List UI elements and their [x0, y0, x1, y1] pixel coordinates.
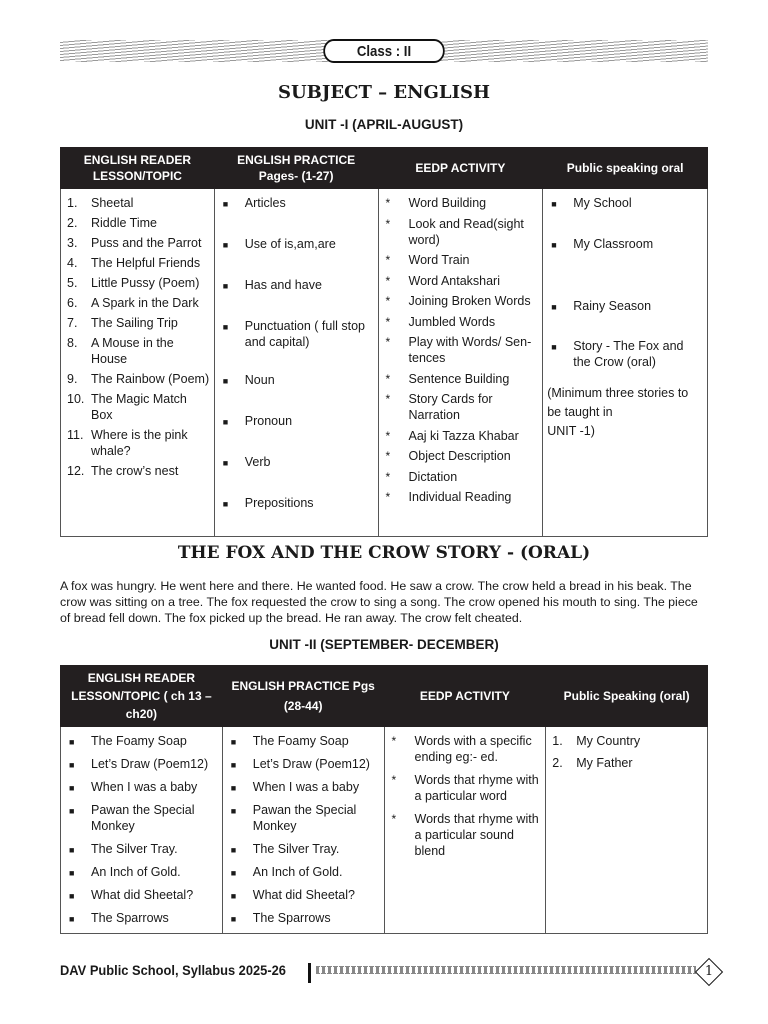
- bullet-marker: *: [385, 469, 391, 484]
- eedp-activity-item: [383, 293, 539, 309]
- eedp-activity-item: [383, 273, 539, 289]
- bullet-marker: ■: [230, 891, 237, 901]
- bullet-marker: ■: [222, 281, 229, 291]
- list-item-text: Prepositions: [244, 496, 314, 510]
- list-item-text: Words with a specific ending eg:- ed.: [414, 734, 532, 764]
- bullet-marker: ■: [222, 322, 229, 332]
- col-header-reader: ENGLISH READER LESSON/TOPIC ( ch 13 – ch20): [61, 666, 223, 727]
- practice-topic-item: [219, 195, 374, 211]
- list-item-text: The Foamy Soap: [252, 734, 349, 748]
- list-item-text: Object Description: [408, 449, 511, 463]
- list-item-text: A Mouse in the House: [91, 336, 174, 366]
- eedp-activity-item: [389, 733, 542, 765]
- eedp-activity-item: [383, 314, 539, 330]
- list-item-text: Puss and the Parrot: [91, 236, 202, 250]
- bullet-marker: *: [385, 490, 391, 504]
- bullet-marker: ■: [551, 302, 557, 312]
- bullet-marker: 4.: [67, 256, 78, 270]
- list-item-text: Riddle Time: [91, 216, 157, 230]
- practice-topic-item: [227, 864, 380, 880]
- bullet-marker: *: [391, 734, 397, 748]
- bullet-marker: ■: [230, 783, 237, 793]
- bullet-marker: ■: [222, 417, 229, 427]
- list-item-text: Aaj ki Tazza Khabar: [408, 428, 519, 443]
- eedp-activity-item: [383, 428, 539, 444]
- col-header-speaking: Public Speaking (oral): [546, 666, 708, 727]
- reader-lesson-item: [65, 275, 210, 291]
- reader-lesson-item: [65, 215, 210, 231]
- list-item-text: The Helpful Friends: [91, 256, 201, 270]
- bullet-marker: 12.: [67, 464, 85, 478]
- unit2-speaking-list: [550, 733, 703, 771]
- unit1-title: UNIT -I (APRIL-AUGUST): [304, 117, 464, 132]
- list-item-text: When I was a baby: [252, 780, 360, 794]
- list-item-text: Verb: [244, 455, 271, 469]
- list-item-text: An Inch of Gold.: [252, 865, 343, 879]
- list-item-text: The Silver Tray.: [252, 842, 340, 856]
- reader-lesson-item: [65, 887, 218, 903]
- practice-topic-item: [219, 318, 374, 350]
- list-item-text: My Father: [576, 756, 633, 770]
- reader-lesson-item: [65, 195, 210, 211]
- eedp-activity-item: [383, 371, 539, 387]
- practice-topic-item: [227, 733, 380, 749]
- bullet-marker: ■: [69, 806, 75, 816]
- practice-topic-item: [219, 454, 374, 470]
- list-item-text: My Classroom: [573, 237, 654, 251]
- bullet-marker: *: [391, 773, 397, 787]
- eedp-activity-item: [383, 469, 539, 485]
- bullet-marker: *: [385, 335, 391, 349]
- reader-lesson-item: [65, 802, 218, 834]
- list-item-text: Let’s Draw (Poem12): [252, 757, 370, 771]
- bullet-marker: 1.: [67, 196, 78, 210]
- speaking-note: [547, 384, 703, 441]
- reader-lesson-item: [65, 779, 218, 795]
- practice-topic-item: [219, 236, 374, 252]
- list-item-text: The Magic Match Box: [91, 392, 187, 422]
- footer-decorative-line: [316, 966, 696, 974]
- practice-topic-item: [227, 779, 380, 795]
- list-item-text: Sentence Building: [408, 371, 510, 386]
- bullet-marker: ■: [551, 240, 557, 250]
- bullet-marker: *: [385, 196, 391, 210]
- fox-story-title: THE FOX AND THE CROW STORY - (ORAL): [177, 543, 591, 563]
- unit1-eedp-list: [383, 195, 539, 505]
- list-item-text: The Sailing Trip: [91, 316, 178, 330]
- bullet-marker: ■: [230, 845, 237, 855]
- eedp-activity-item: [383, 334, 539, 366]
- bullet-marker: ■: [551, 199, 557, 209]
- unit2-header-row: [61, 666, 708, 727]
- practice-topic-item: [219, 495, 374, 511]
- list-item-text: Noun: [244, 373, 275, 387]
- unit2-reader-list: [65, 733, 218, 926]
- unit1-table: [60, 147, 708, 537]
- list-item-text: What did Sheetal?: [252, 888, 355, 902]
- eedp-activity-item: [389, 811, 542, 859]
- list-item-text: The Rainbow (Poem): [91, 372, 210, 386]
- bullet-marker: 2.: [67, 216, 78, 230]
- reader-lesson-item: [65, 255, 210, 271]
- reader-lesson-item: [65, 335, 210, 367]
- eedp-activity-item: [383, 216, 539, 248]
- eedp-activity-item: [389, 772, 542, 804]
- list-item-text: The Silver Tray.: [91, 842, 178, 856]
- bullet-marker: ■: [222, 376, 229, 386]
- reader-lesson-item: [65, 371, 210, 387]
- reader-lesson-item: [65, 391, 210, 423]
- unit1-reader-cell: [61, 189, 215, 537]
- list-item-text: Pronoun: [244, 414, 293, 428]
- bullet-marker: ■: [222, 458, 229, 468]
- list-item-text: The Sparrows: [252, 911, 331, 925]
- list-item-text: Jumbled Words: [408, 314, 496, 329]
- bullet-marker: *: [385, 216, 391, 231]
- list-item-text: Let’s Draw (Poem12): [91, 757, 209, 771]
- list-item-text: Dictation: [408, 469, 458, 484]
- list-item-text: Words that rhyme with a particular word: [414, 773, 539, 803]
- practice-topic-item: [227, 802, 380, 834]
- speaking-note-line1: (Minimum three stories to be taught in: [547, 386, 689, 419]
- speaking-topic-item: [547, 338, 703, 370]
- reader-lesson-item: [65, 315, 210, 331]
- unit2-reader-cell: [61, 727, 223, 934]
- practice-topic-item: [227, 841, 380, 857]
- unit2-eedp-cell: [384, 727, 546, 934]
- bullet-marker: ■: [551, 342, 557, 352]
- bullet-marker: *: [385, 392, 391, 406]
- bullet-marker: ■: [222, 199, 229, 209]
- class-label: Class : II: [323, 39, 444, 63]
- bullet-marker: *: [385, 314, 391, 329]
- list-item-text: When I was a baby: [91, 780, 198, 794]
- speaking-topic-item: [547, 298, 703, 314]
- reader-lesson-item: [65, 427, 210, 459]
- bullet-marker: *: [391, 812, 397, 826]
- list-item-text: The Sparrows: [91, 911, 169, 925]
- list-item-text: What did Sheetal?: [91, 888, 194, 902]
- list-item-text: Word Train: [408, 253, 470, 267]
- unit2-eedp-list: [389, 733, 542, 859]
- eedp-activity-item: [383, 448, 539, 464]
- list-item-text: Words that rhyme with a particular sound blend: [414, 812, 539, 858]
- bullet-marker: ■: [69, 868, 75, 878]
- bullet-marker: ■: [222, 499, 229, 509]
- list-item-text: Little Pussy (Poem): [91, 276, 200, 290]
- bullet-marker: ■: [69, 845, 75, 855]
- list-item-text: Rainy Season: [573, 299, 652, 313]
- speaking-topic-item: [550, 733, 703, 749]
- bullet-marker: *: [385, 428, 391, 443]
- reader-lesson-item: [65, 910, 218, 926]
- list-item-text: Word Building: [408, 196, 487, 210]
- speaking-topic-item: [550, 755, 703, 771]
- bullet-marker: 6.: [67, 296, 78, 310]
- col-header-practice: ENGLISH PRACTICE Pages- (1-27): [214, 148, 378, 189]
- bullet-marker: *: [385, 273, 391, 288]
- reader-lesson-item: [65, 733, 218, 749]
- eedp-activity-item: [383, 489, 539, 505]
- list-item-text: Individual Reading: [408, 490, 512, 504]
- list-item-text: My Country: [576, 734, 641, 748]
- bullet-marker: 7.: [67, 316, 78, 330]
- practice-topic-item: [227, 887, 380, 903]
- bullet-marker: ■: [230, 737, 237, 747]
- unit1-speaking-cell: [543, 189, 708, 537]
- list-item-text: The Foamy Soap: [91, 734, 187, 748]
- eedp-activity-item: [383, 252, 539, 268]
- col-header-practice: ENGLISH PRACTICE Pgs (28-44): [222, 666, 384, 727]
- page-number: 1: [704, 964, 714, 979]
- bullet-marker: ■: [222, 240, 229, 250]
- bullet-marker: ■: [69, 891, 75, 901]
- list-item-text: Punctuation ( full stop and capital): [244, 319, 365, 349]
- unit2-practice-list: [227, 733, 380, 926]
- reader-lesson-item: [65, 295, 210, 311]
- bullet-marker: 5.: [67, 276, 78, 290]
- list-item-text: Play with Words/ Sen-tences: [408, 335, 532, 365]
- bullet-marker: ■: [230, 760, 237, 770]
- bullet-marker: *: [385, 294, 391, 308]
- bullet-marker: ■: [69, 914, 75, 924]
- speaking-topic-item: [547, 236, 703, 252]
- reader-lesson-item: [65, 463, 210, 479]
- unit1-speaking-list: [547, 195, 703, 370]
- list-item-text: My School: [573, 196, 632, 210]
- col-header-eedp: EEDP ACTIVITY: [384, 666, 546, 727]
- practice-topic-item: [227, 756, 380, 772]
- bullet-marker: 10.: [67, 392, 85, 406]
- practice-topic-item: [219, 277, 374, 293]
- list-item-text: A Spark in the Dark: [91, 296, 199, 310]
- bullet-marker: 9.: [67, 372, 78, 386]
- practice-topic-item: [227, 910, 380, 926]
- unit1-practice-cell: [214, 189, 378, 537]
- list-item-text: Joining Broken Words: [408, 294, 531, 308]
- bullet-marker: *: [385, 371, 391, 386]
- eedp-activity-item: [383, 391, 539, 423]
- list-item-text: Word Antakshari: [408, 273, 500, 288]
- speaking-note-line2: UNIT -1): [547, 424, 595, 438]
- unit1-eedp-cell: [378, 189, 543, 537]
- unit2-content-row: [61, 727, 708, 934]
- list-item-text: The crow’s nest: [91, 464, 179, 478]
- fox-story-text: A fox was hungry. He went here and there. He wanted food. He saw a crow. The crow held a bread in his beak. The crow was sitting on a tree. The fox requested the crow to sing a song. The crow opened his mouth to sing. The piece of bread fell down. The fox picked up the bread. He ran away. The crow felt cheated.: [60, 579, 698, 625]
- practice-topic-item: [219, 372, 374, 388]
- footer-divider: [308, 963, 311, 983]
- list-item-text: Look and Read(sight word): [408, 216, 524, 247]
- bullet-marker: ■: [69, 760, 75, 770]
- list-item-text: Story Cards for Narration: [408, 392, 493, 422]
- list-item-text: An Inch of Gold.: [91, 865, 181, 879]
- unit1-reader-list: [65, 195, 210, 479]
- list-item-text: Sheetal: [91, 196, 134, 210]
- bullet-marker: *: [385, 449, 391, 463]
- unit2-speaking-cell: [546, 727, 708, 934]
- unit2-practice-cell: [222, 727, 384, 934]
- bullet-marker: ■: [69, 737, 75, 747]
- reader-lesson-item: [65, 756, 218, 772]
- bullet-marker: ■: [69, 783, 75, 793]
- col-header-eedp: EEDP ACTIVITY: [378, 148, 543, 189]
- unit1-practice-list: [219, 195, 374, 511]
- list-item-text: Articles: [244, 196, 286, 210]
- list-item-text: Has and have: [244, 278, 322, 292]
- bullet-marker: *: [385, 253, 391, 267]
- bullet-marker: 2.: [552, 756, 563, 770]
- list-item-text: Story - The Fox and the Crow (oral): [573, 339, 684, 369]
- list-item-text: Pawan the Special Monkey: [252, 803, 357, 833]
- eedp-activity-item: [383, 195, 539, 211]
- unit2-table: [60, 665, 708, 934]
- subject-title: SUBJECT – ENGLISH: [277, 82, 491, 103]
- footer-text: DAV Public School, Syllabus 2025-26: [60, 962, 286, 978]
- reader-lesson-item: [65, 235, 210, 251]
- bullet-marker: ■: [230, 914, 237, 924]
- list-item-text: Where is the pink whale?: [91, 428, 188, 458]
- bullet-marker: ■: [230, 868, 237, 878]
- unit1-content-row: [61, 189, 708, 537]
- unit2-title: UNIT -II (SEPTEMBER- DECEMBER): [269, 637, 499, 652]
- reader-lesson-item: [65, 841, 218, 857]
- bullet-marker: 3.: [67, 236, 78, 250]
- unit1-header-row: [61, 148, 708, 189]
- list-item-text: Pawan the Special Monkey: [91, 803, 195, 833]
- bullet-marker: ■: [230, 806, 237, 816]
- list-item-text: Use of is,am,are: [244, 237, 336, 251]
- page-number-badge: [695, 958, 723, 986]
- col-header-speaking: Public speaking oral: [543, 148, 708, 189]
- speaking-topic-item: [547, 195, 703, 211]
- bullet-marker: 1.: [552, 734, 563, 748]
- reader-lesson-item: [65, 864, 218, 880]
- practice-topic-item: [219, 413, 374, 429]
- bullet-marker: 11.: [67, 428, 84, 442]
- col-header-reader: ENGLISH READER LESSON/TOPIC: [61, 148, 215, 189]
- bullet-marker: 8.: [67, 336, 78, 350]
